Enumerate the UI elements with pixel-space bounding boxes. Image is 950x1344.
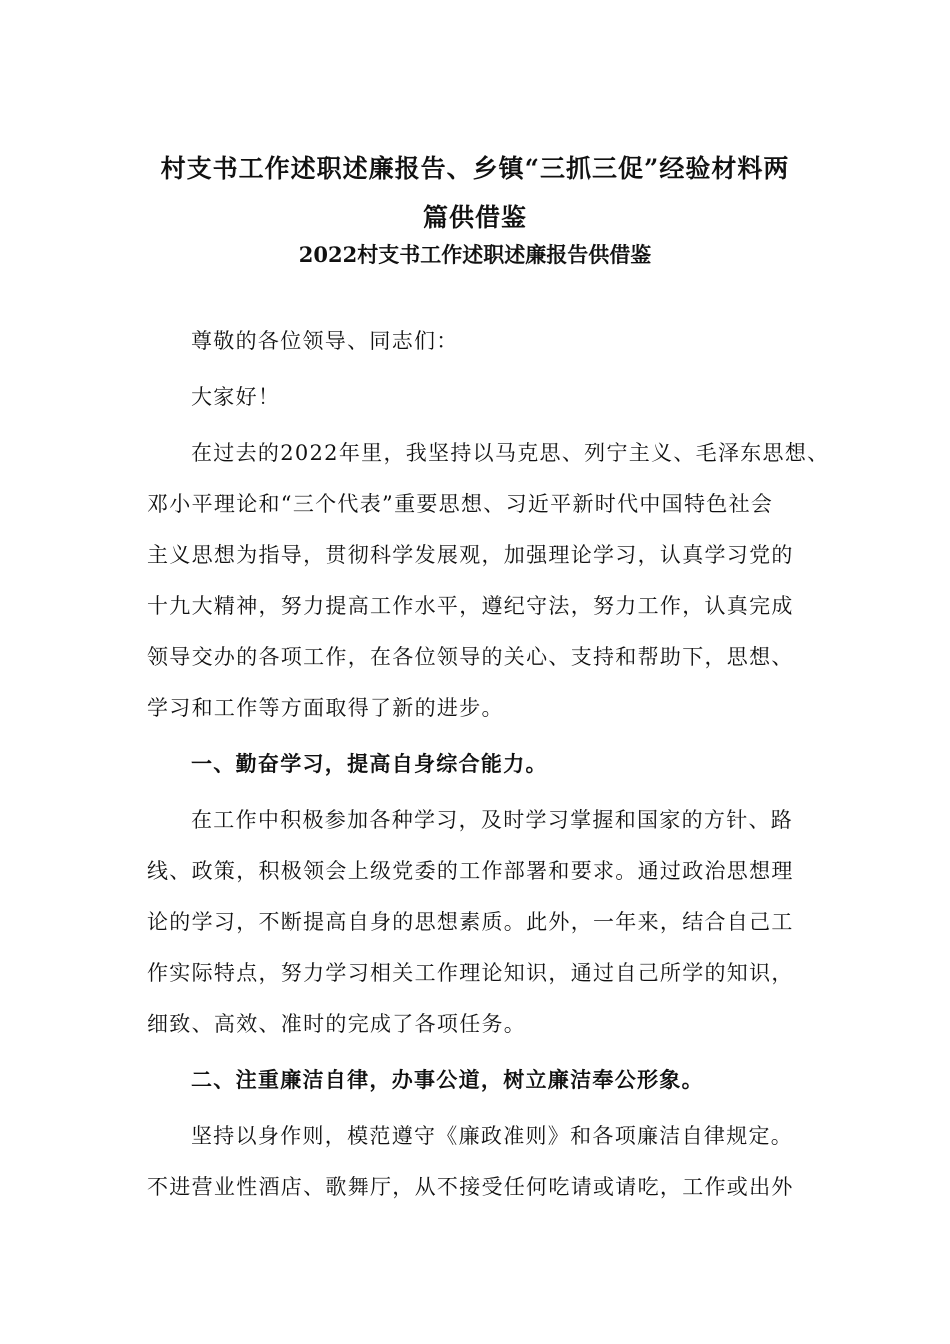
paragraph-3-line-1: 坚持以身作则，模范遵守《廉政准则》和各项廉洁自律规定。	[191, 1124, 794, 1148]
salutation: 尊敬的各位领导、同志们：	[191, 329, 459, 353]
paragraph-2-line-5: 细致、高效、准时的完成了各项任务。	[147, 1012, 527, 1036]
paragraph-1-line-5: 领导交办的各项工作，在各位领导的关心、支持和帮助下，思想、	[147, 645, 794, 669]
greeting: 大家好！	[191, 385, 281, 409]
paragraph-1-line-4: 十九大精神，努力提高工作水平，遵纪守法，努力工作，认真完成	[147, 594, 794, 618]
paragraph-2-line-1: 在工作中积极参加各种学习，及时学习掌握和国家的方针、路	[191, 808, 794, 832]
document-title-line-1: 村支书工作述职述廉报告、乡镇“三抓三促”经验材料两	[160, 154, 790, 183]
paragraph-2-line-4: 作实际特点，努力学习相关工作理论知识，通过自己所学的知识，	[147, 961, 794, 985]
section-heading-1: 一、勤奋学习，提高自身综合能力。	[191, 751, 548, 776]
paragraph-1-line-3: 主义思想为指导，贯彻科学发展观，加强理论学习，认真学习党的	[147, 543, 794, 567]
paragraph-3-line-2: 不进营业性酒店、歌舞厅，从不接受任何吃请或请吃，工作或出外	[147, 1175, 794, 1199]
document-subtitle: 2022村支书工作述职述廉报告供借鉴	[298, 242, 652, 267]
paragraph-1-line-2: 邓小平理论和“三个代表”重要思想、习近平新时代中国特色社会	[147, 492, 774, 516]
paragraph-1-line-1: 在过去的2022年里，我坚持以马克思、列宁主义、毛泽东思想、	[191, 441, 830, 465]
section-heading-2: 二、注重廉洁自律，办事公道，树立廉洁奉公形象。	[191, 1067, 704, 1092]
paragraph-1-line-6: 学习和工作等方面取得了新的进步。	[147, 696, 504, 720]
paragraph-2-line-3: 论的学习，不断提高自身的思想素质。此外，一年来，结合自己工	[147, 910, 794, 934]
document-title-line-2: 篇供借鉴	[422, 203, 527, 232]
paragraph-2-line-2: 线、政策，积极领会上级党委的工作部署和要求。通过政治思想理	[147, 859, 794, 883]
